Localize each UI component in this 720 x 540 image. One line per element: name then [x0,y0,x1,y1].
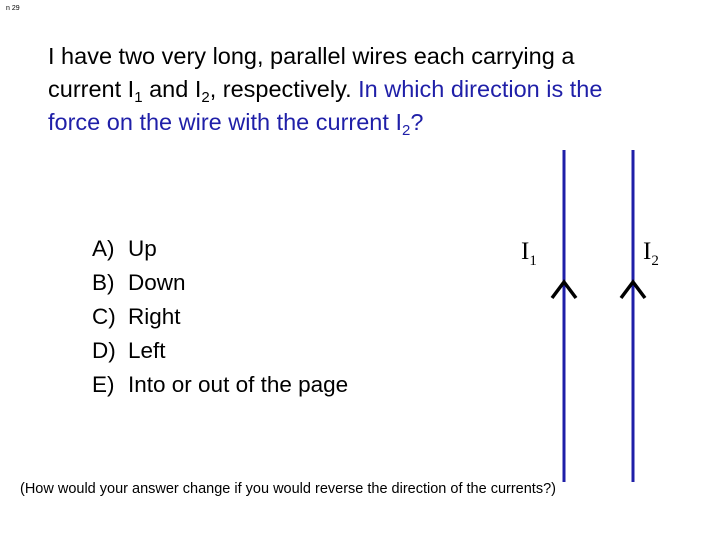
footnote: (How would your answer change if you would reverse the direction of the currents?) [20,481,556,497]
choice-a: A) Up [92,236,157,261]
question-highlight: In which direction is the [358,76,603,102]
slide-number: n 29 [6,5,20,12]
choice-d: D) Left [92,338,166,363]
wire-1-label: $I_1$ [521,238,537,269]
question-line-2: current $I_1$ and $I_2$, respectively. In which direction is the [48,76,603,106]
question-line-3: force on the wire with the current $I_2$? [48,109,424,139]
choice-c: C) Right [92,304,181,329]
choice-b: B) Down [92,270,186,295]
question-line-1: I have two very long, parallel wires each carrying a [48,43,575,69]
choice-e: E) Into or out of the page [92,372,349,397]
wire-2-label: $I_2$ [643,238,659,269]
